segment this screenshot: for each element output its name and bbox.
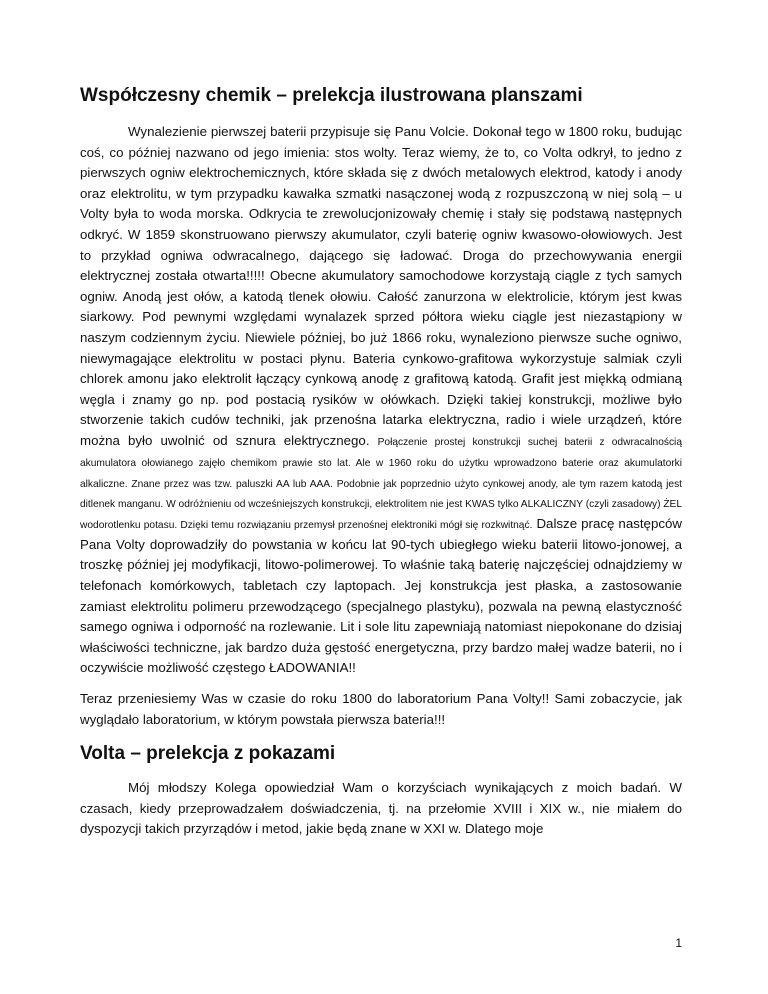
paragraph-time-travel: Teraz przeniesiemy Was w czasie do roku 1800 do laboratorium Pana Volty!! Sami zobaczycie, jak wyglądało laboratorium, w którym powstała pierwsza bateria!!! xyxy=(80,691,682,727)
document-page xyxy=(80,84,682,840)
paragraph-text-small: Połączenie prostej konstrukcji suchej baterii z odwracalnością akumulatora ołowianego zajęło chemikom prawie sto lat. Ale w 1960 roku do użytku wprowadzono baterie oraz akumulatorki alkaliczne. Znane przez was tzw. paluszki AA lub AAA. Podobnie jak poprzednio użyto cynkowej anody, ale tym razem katodą jest ditlenek manganu. W odróżnieniu od wcześniejszych konstrukcji, elektrolitem nie jest KWAS tylko ALKALICZNY (czyli zasadowy) ŻEL wodorotlenku potasu. Dzięki temu rozwiązaniu przemysł przenośnej elektroniki mógł się rozkwitnąć. xyxy=(80,436,682,532)
paragraph-text-normal: Wynalezienie pierwszej baterii przypisuje się Panu Volcie. Dokonał tego w 1800 roku, budując coś, co później nazwano od jego imienia: stos wolty. Teraz wiemy, że to, co Volta odkrył, to jedno z pierwszych ogniw elektrochemicznych, które składa się z dwóch metalowych elektrod, katody i anody oraz elektrolitu, w tym przypadku kawałka szmatki nasączonej wodą z rozpuszczoną w niej solą – u Volty była to woda morska. Odkrycia te zrewolucjonizowały chemię i stały się podstawą następnych odkryć. W 1859 skonstruowano pierwszy akumulator, czyli baterię ogniw kwasowo-ołowiowych. Jest to przykład ogniwa odwracalnego, dającego się ładować. Droga do przechowywania energii elektrycznej została otwarta!!!!! Obecne akumulatory samochodowe korzystają ciągle z tych samych ogniw. Anodą jest ołów, a katodą tlenek ołowiu. Całość zanurzona w elektrolicie, którym jest kwas siarkowy. Pod pewnymi względami wynalazek sprzed półtora wieku ciągle jest niezastąpiony w naszym codziennym życiu. Niewiele później, bo już 1866 roku, wynaleziono pierwsze suche ogniwo, niewymagające elektrolitu w postaci płynu. Bateria cynkowo-grafitowa wykorzystuje salmiak czyli chlorek amonu jako elektrolit łączący cynkową anodę z grafitową katodą. Grafit jest miękką odmianą węgla i znamy go np. pod postacią rysików w ołówkach. Dzięki takiej konstrukcji, możliwe było stworzenie takich cudów techniki, jak przenośna latarka elektryczna, radio i wiele urządzeń, które można było uwolnić od sznura elektrycznego. xyxy=(80,124,682,448)
section-title-modern-chemist: Współczesny chemik – prelekcja ilustrowana planszami xyxy=(80,85,583,106)
paragraph-battery-history xyxy=(80,122,682,679)
paragraph-text-normal-continued: Dalsze pracę następców Pana Volty doprowadziły do powstania w końcu lat 90-tych ubiegłego wieku baterii litowo-jonowej, a troszkę później jej modyfikacji, litowo-polimerowej. To właśnie taką baterię najczęściej odnajdziemy w telefonach komórkowych, tabletach czy laptopach. Jej konstrukcja jest płaska, a zastosowanie zamiast elektrolitu polimeru przewodzącego (specjalnego plastyku), pozwala na pewną elastyczność samego ogniwa i odporność na rozlewanie. Lit i sole litu zapewniają natomiast niepokonane do dzisiaj właściwości techniczne, jak bardzo duża gęstość energetyczna, przy bardzo małej wadze baterii, no i oczywiście możliwość częstego ŁADOWANIA!! xyxy=(80,516,682,676)
page-number: 1 xyxy=(675,936,682,950)
section-title-volta: Volta – prelekcja z pokazami xyxy=(80,743,336,765)
paragraph-volta-intro: Mój młodszy Kolega opowiedział Wam o korzyściach wynikających z moich badań. W czasach, kiedy przeprowadzałem doświadczenia, tj. na przełomie XVIII i XIX w., nie miałem do dyspozycji takich przyrządów i metod, jakie będą znane w XXI w. Dlatego moje xyxy=(80,780,682,837)
